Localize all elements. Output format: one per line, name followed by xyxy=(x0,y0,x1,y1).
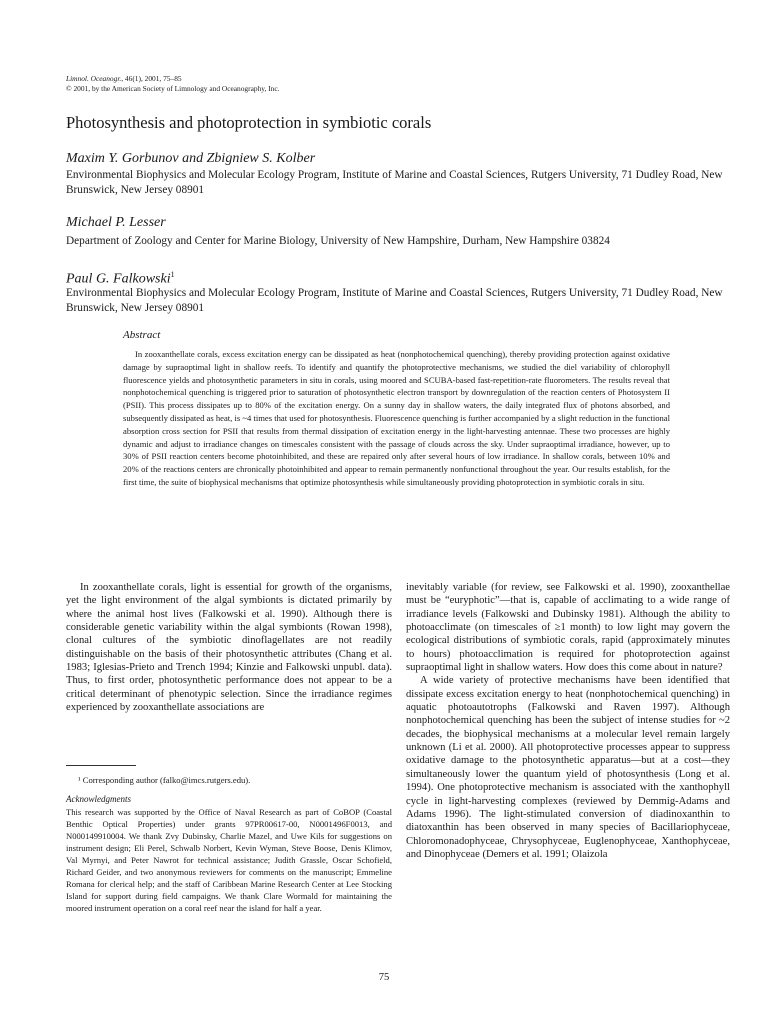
journal-header xyxy=(66,74,279,94)
author-names: Maxim Y. Gorbunov and Zbigniew S. Kolber xyxy=(66,151,316,166)
copyright-line: © 2001, by the American Society of Limnology and Oceanography, Inc. xyxy=(66,84,280,93)
footnote-rule xyxy=(66,765,136,766)
body-paragraph: In zooxanthellate corals, light is essential for growth of the organisms, yet the light environment of the algal symbionts is dictated primarily by where the animal host lives (Falkowski et al. 1990). Although there is considerable genetic variability within the algal symbionts (Rowan 1998), clonal cultures of the symbiotic dinoflagellates are not readily distinguishable on the basis of their photosynthetic attributes (Chang et al. 1983; Iglesias-Prieto and Trench 1994; Kinzie and Falkowski unpubl. data). Thus, to first order, photosynthetic performance does not appear to be a critical determinant of phenotypic selection. Since the irradiance regimes experienced by zooxanthellate associations are xyxy=(66,582,392,714)
journal-citation xyxy=(66,74,279,84)
acknowledgments-text: This research was supported by the Office of Naval Research as part of CoBOP (Coastal Benthic Optical Properties) under grants 97PR00617-00, N0001496F0013, and N000149910004. We thank Zvy Dubinsky, Charlie Mazel, and Uwe Kils for suggestions on instrument design; Eli Perel, Schwalb Norbert, Kevin Wyman, Steve Boose, Denis Klimov, Val Myrnyi, and Peter Nawrot for technical assistance; Judith Grassle, Oscar Schofield, Richard Geider, and two anonymous reviewers for comments on the manuscript; Emmeline Romana for clerical help; and the staff of Caribbean Marine Research Center at Lee Stocking Island for support during field campaigns. We thank Clare Wormald for maintaining the moored instrument operation on a coral reef near the island for half a year. xyxy=(66,807,392,913)
body-paragraph: A wide variety of protective mechanisms have been identified that dissipate excess excitation energy to heat (nonphotochemical quenching) in aquatic photoautotrophs (Falkowski and Raven 1997). Although nonphotochemical quenching has been the subject of intense studies for ~2 decades, the biophysical mechanisms at a molecular level remain largely unknown (Li et al. 2000). All photoprotective processes appear to suppress oxidative damage to the photosynthetic apparatus—but at a cost—they simultaneously lower the quantum yield of photosynthesis (Long et al. 1994). One photoprotective mechanism is associated with the xanthophyll cycle in light-harvesting complexes (reviewed by Demmig-Adams and Adams 1996). The light-stimulated conversion of diadinoxanthin to diatoxanthin has been observed in many species of Bacillariophyceae, Chloromonadophyceae, Chrysophyceae, Euglenophyceae, Xanthophyceae, and Dinophyceae (Demers et al. 1991; Olaizola xyxy=(406,675,730,860)
author-names: Paul G. Falkowski xyxy=(66,271,171,287)
footnote: ¹ Corresponding author (falko@imcs.rutgers.edu). xyxy=(78,775,251,785)
author-affiliation: Environmental Biophysics and Molecular Ecology Program, Institute of Marine and Coastal Sciences, Rutgers University, 71 Dudley Road, New Brunswick, New Jersey 08901 xyxy=(66,169,723,196)
journal-name: Limnol. Oceanogr. xyxy=(66,74,122,83)
abstract-heading: Abstract xyxy=(123,329,161,341)
body-column-left xyxy=(66,581,392,714)
acknowledgments-heading: Acknowledgments xyxy=(66,794,131,804)
abstract-text: In zooxanthellate corals, excess excitation energy can be dissipated as heat (nonphotochemical quenching), thereby providing protection against oxidative damage by supraoptimal light in shallow reefs. To identify and quantify the photoprotective mechanisms, we studied the diel variability of chlorophyll fluorescence yields and photosynthetic parameters in situ in corals, using moored and SCUBA-based fast-repetition-rate fluorometers. The results reveal that nonphotochemical quenching is triggered prior to saturation of photosynthetic electron transport by downregulation of the reaction centers of Photosystem II (PSII). This process dissipates up to 80% of the excitation energy. On a sunny day in shallow waters, the daily integrated flux of photons absorbed, and subsequently dissipated as heat, is ~4 times that used for photosynthesis. Fluorescence quenching is further accompanied by a slight reduction in the functional absorption cross section for PSII that results from thermal dissipation of excitation energy in the light-harvesting antennae. These two processes are highly dynamic and adjust to irradiance changes on timescales consistent with the passage of clouds across the sky. Under supraoptimal irradiance, however, up to 30% of PSII reaction centers become photoinhibited, and these are repaired only after several hours of low irradiance. In shallow corals, between 10% and 20% of the reactions centers are chronically photoinhibited and appear to remain permanently nonfunctional throughout the year. Our results establish, for the first time, the suite of biophysical mechanisms that optimize photosynthesis while simultaneously providing photoprotection in symbiotic corals in situ. xyxy=(123,349,670,487)
author-affiliation: Environmental Biophysics and Molecular Ecology Program, Institute of Marine and Coastal Sciences, Rutgers University, 71 Dudley Road, New Brunswick, New Jersey 08901 xyxy=(66,287,723,314)
footnote-mark: 1 xyxy=(170,270,175,279)
author-affiliation: Department of Zoology and Center for Marine Biology, University of New Hampshire, Durham, New Hampshire 03824 xyxy=(66,235,610,247)
page-number: 75 xyxy=(378,972,390,983)
author-names: Michael P. Lesser xyxy=(66,215,166,230)
article-title: Photosynthesis and photoprotection in symbiotic corals xyxy=(66,113,432,132)
body-column-right xyxy=(406,581,730,861)
journal-volume: , 46(1), 2001, 75–85 xyxy=(121,74,182,83)
body-paragraph: inevitably variable (for review, see Falkowski et al. 1990), zooxanthellae must be “euryphotic”—that is, capable of acclimating to a wide range of irradiance levels (Falkowski and Dubinsky 1981). Although the ability to photoacclimate (on timescales of ≥1 month) to low light may govern the ecological distributions of symbiotic corals, rapid (approximately minutes to hours) photoacclimation is required for photoprotection against supraoptimal light in shallow waters. How does this come about in nature? xyxy=(406,582,730,674)
